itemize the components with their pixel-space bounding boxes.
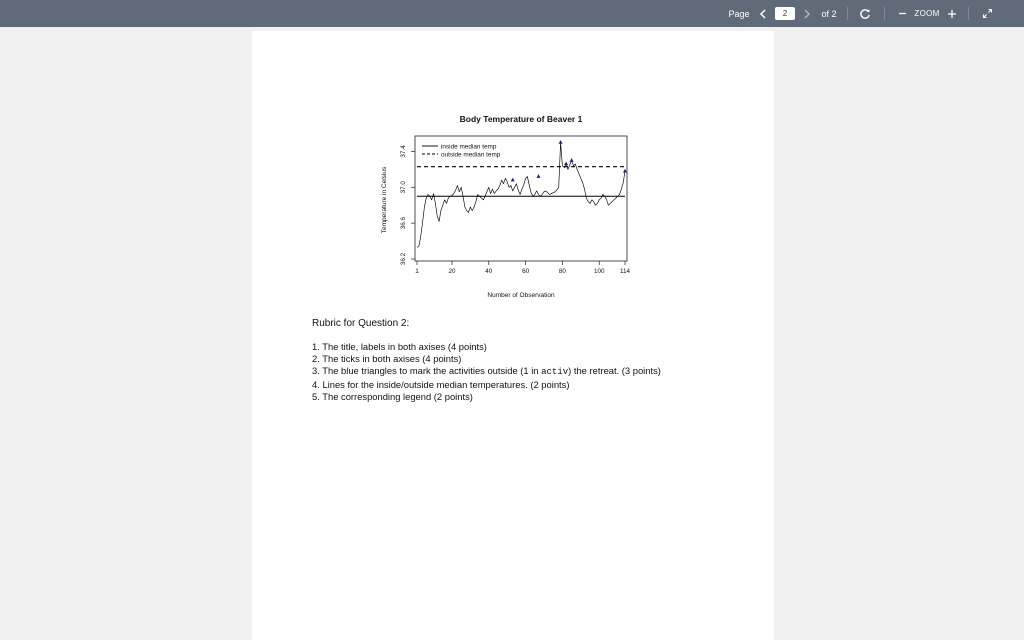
zoom-label: ZOOM: [914, 9, 940, 18]
x-tick-label: 40: [485, 268, 493, 275]
chart-title: Body Temperature of Beaver 1: [459, 114, 583, 124]
rubric-item: [312, 353, 661, 365]
document-page: [252, 31, 774, 640]
item-number: 4.: [312, 378, 320, 390]
x-tick-label: 114: [619, 268, 631, 275]
plus-icon: [947, 9, 957, 19]
x-axis-label: Number of Observation: [487, 292, 555, 299]
page-total: of 2: [821, 8, 837, 19]
item-number: 1.: [312, 341, 320, 352]
item-text: The blue triangles to mark the activities outside (1 in: [322, 365, 542, 377]
activity-triangle: [536, 174, 540, 178]
page-label: Page: [728, 8, 750, 19]
legend-label-inside: inside median temp: [441, 143, 497, 151]
activity-triangle: [570, 158, 574, 162]
x-axis: [415, 261, 630, 275]
rotate-button[interactable]: [856, 0, 874, 27]
page-number-input[interactable]: [775, 7, 795, 20]
toolbar-divider: [968, 7, 969, 20]
toolbar-divider: [847, 7, 848, 20]
x-tick-label: 80: [558, 268, 566, 275]
rubric-list: [312, 341, 661, 403]
rubric-item: [312, 379, 661, 391]
rubric-item: [312, 391, 661, 403]
item-code: activ: [541, 367, 569, 378]
y-tick-label: 37.4: [400, 145, 407, 158]
x-tick-label: 1: [415, 268, 419, 275]
legend: [422, 144, 501, 159]
item-text: The title, labels in both axises (4 points): [322, 341, 487, 352]
activity-triangle: [511, 178, 515, 182]
y-axis: [400, 145, 415, 265]
chevron-right-icon: [803, 9, 811, 19]
item-text: The ticks in both axises (4 points): [322, 353, 462, 365]
x-tick-label: 20: [448, 268, 456, 275]
item-text-tail: ) the retreat. (3 points): [568, 365, 661, 377]
toolbar-divider: [884, 7, 885, 20]
activity-markers: [511, 140, 627, 181]
viewer-toolbar: [0, 0, 1024, 27]
zoom-out-button[interactable]: [895, 0, 909, 27]
activity-triangle: [564, 162, 568, 166]
chevron-left-icon: [759, 9, 767, 19]
item-number: 5.: [312, 390, 320, 402]
y-tick-label: 37.0: [400, 181, 407, 194]
rubric-item: [312, 365, 661, 378]
y-tick-label: 36.6: [400, 217, 407, 230]
item-number: 2.: [312, 353, 320, 365]
expand-icon: [982, 8, 993, 19]
fullscreen-button[interactable]: [979, 0, 995, 27]
activity-triangle: [559, 140, 563, 144]
item-number: 3.: [312, 365, 320, 377]
activity-triangle: [623, 169, 627, 173]
item-text: Lines for the inside/outside median temperatures. (2 points): [322, 378, 570, 390]
next-page-button[interactable]: [800, 0, 814, 27]
item-text: The corresponding legend (2 points): [322, 390, 473, 402]
prev-page-button[interactable]: [756, 0, 770, 27]
x-tick-label: 60: [522, 268, 530, 275]
minus-icon: [898, 9, 907, 18]
x-tick-label: 100: [593, 268, 605, 275]
zoom-in-button[interactable]: [944, 0, 960, 27]
rubric-item: [312, 341, 661, 353]
y-axis-label: Temperature in Celsius: [381, 166, 388, 234]
beaver-temperature-chart: [379, 108, 659, 308]
rubric-title: Rubric for Question 2:: [312, 318, 410, 329]
rotate-icon: [859, 8, 871, 20]
y-tick-label: 36.2: [400, 252, 407, 266]
legend-label-outside: outside median temp: [441, 151, 501, 159]
